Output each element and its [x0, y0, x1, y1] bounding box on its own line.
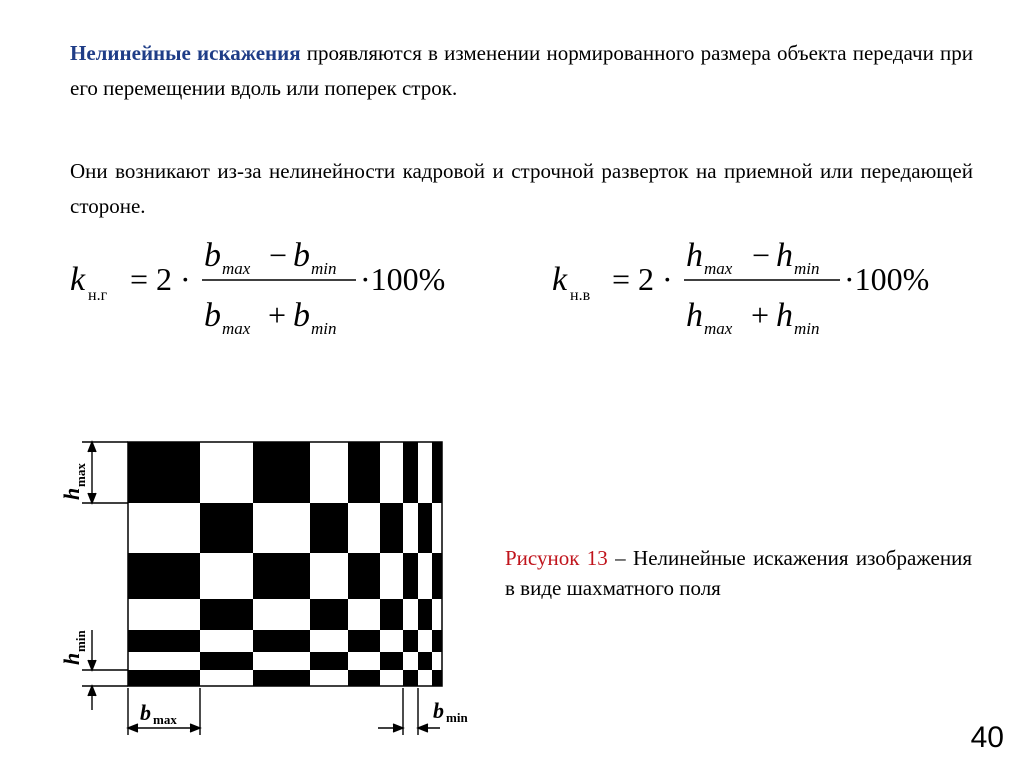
label-bmax-sub: max: [153, 712, 177, 727]
formula-v-tail: ·100%: [844, 261, 930, 297]
formula-h-sub: н.г: [88, 287, 108, 304]
label-hmax: [59, 463, 88, 500]
label-hmin-h: h: [59, 652, 84, 665]
checker-cell: [418, 599, 432, 630]
checker-cell: [253, 630, 310, 652]
formula-v-eq: = 2 ·: [612, 261, 673, 297]
checker-cell: [253, 670, 310, 686]
formula-h-num-a-sub: max: [222, 259, 251, 278]
checker-cell: [310, 599, 348, 630]
formula-h-num-b: b: [293, 237, 310, 274]
formula-h-den-a-sub: max: [222, 319, 251, 338]
formula-v-den-op: +: [751, 297, 770, 333]
dimension-bmin: [378, 688, 440, 735]
label-bmax-b: b: [140, 700, 151, 725]
formula-h-den-op: +: [268, 297, 287, 333]
checker-cell: [253, 442, 310, 503]
checker-cell: [200, 503, 253, 553]
checker-cell: [403, 670, 418, 686]
formula-h-den-a: b: [204, 297, 221, 334]
label-bmin-sub: min: [446, 710, 468, 725]
formula-v-k: k: [552, 261, 568, 298]
formula-v-num-b-sub: min: [794, 259, 820, 278]
label-bmin-b: b: [433, 698, 444, 723]
checker-cell: [432, 670, 442, 686]
checker-cell: [348, 670, 380, 686]
checker-cell: [403, 442, 418, 503]
checker-cell: [432, 630, 442, 652]
label-bmin: [433, 698, 468, 725]
checker-cell: [128, 553, 200, 599]
paragraph-definition-text: проявляются в изменении нормированного размера объекта передачи при его перемещении вдоль или поперек строк.: [70, 41, 973, 100]
formula-h-k: k: [70, 261, 86, 298]
formula-vertical: [548, 228, 968, 338]
figure-caption: [505, 543, 972, 603]
checkerboard-grid: [128, 442, 442, 686]
formula-h-eq: = 2 ·: [130, 261, 191, 297]
formula-h-den-b-sub: min: [311, 319, 337, 338]
formula-v-den-b: h: [776, 297, 793, 334]
formula-h-num-a: b: [204, 237, 221, 274]
checker-cell: [432, 442, 442, 503]
formula-h-den-b: b: [293, 297, 310, 334]
checker-cell: [418, 652, 432, 670]
formula-h-num-op: −: [269, 237, 288, 273]
checker-cell: [348, 553, 380, 599]
formula-v-num-b: h: [776, 237, 793, 274]
formula-v-sub: н.в: [570, 287, 591, 304]
paragraph-cause: Они возникают из-за нелинейности кадровой и строчной разверток на приемной или передающей стороне.: [70, 159, 973, 218]
checker-cell: [380, 599, 403, 630]
label-hmax-h: h: [59, 487, 84, 500]
checker-cell: [380, 652, 403, 670]
dimension-hmin: [82, 630, 128, 710]
label-bmax: [140, 700, 177, 727]
checker-cell: [418, 503, 432, 553]
formula-v-den-a: h: [686, 297, 703, 334]
formula-v-num-a-sub: max: [704, 259, 733, 278]
formula-v-den-a-sub: max: [704, 319, 733, 338]
label-hmin: [59, 630, 88, 665]
checker-cell: [253, 553, 310, 599]
label-hmax-sub: max: [73, 463, 88, 487]
label-hmin-sub: min: [73, 630, 88, 652]
term-nonlinear-distortion: Нелинейные искажения: [70, 41, 301, 65]
figure-caption-text: – Нелинейные искажения изображения в виде шахматного поля: [505, 546, 972, 600]
checker-cell: [128, 670, 200, 686]
checker-cell: [403, 630, 418, 652]
formula-h-num-b-sub: min: [311, 259, 337, 278]
formula-h-tail: ·100%: [360, 261, 446, 297]
dimension-hmax: [82, 442, 128, 503]
formula-v-num-a: h: [686, 237, 703, 274]
checker-cell: [403, 553, 418, 599]
page-number: 40: [970, 721, 1004, 754]
checker-cell: [348, 442, 380, 503]
checker-cell: [310, 652, 348, 670]
checker-cell: [128, 630, 200, 652]
figure-caption-number: Рисунок 13: [505, 546, 608, 570]
checker-cell: [432, 553, 442, 599]
checker-cell: [200, 652, 253, 670]
checker-cell: [348, 630, 380, 652]
formula-v-den-b-sub: min: [794, 319, 820, 338]
checker-cell: [200, 599, 253, 630]
checker-cell: [310, 503, 348, 553]
checker-cell: [128, 442, 200, 503]
formula-v-num-op: −: [752, 237, 771, 273]
checker-cell: [380, 503, 403, 553]
